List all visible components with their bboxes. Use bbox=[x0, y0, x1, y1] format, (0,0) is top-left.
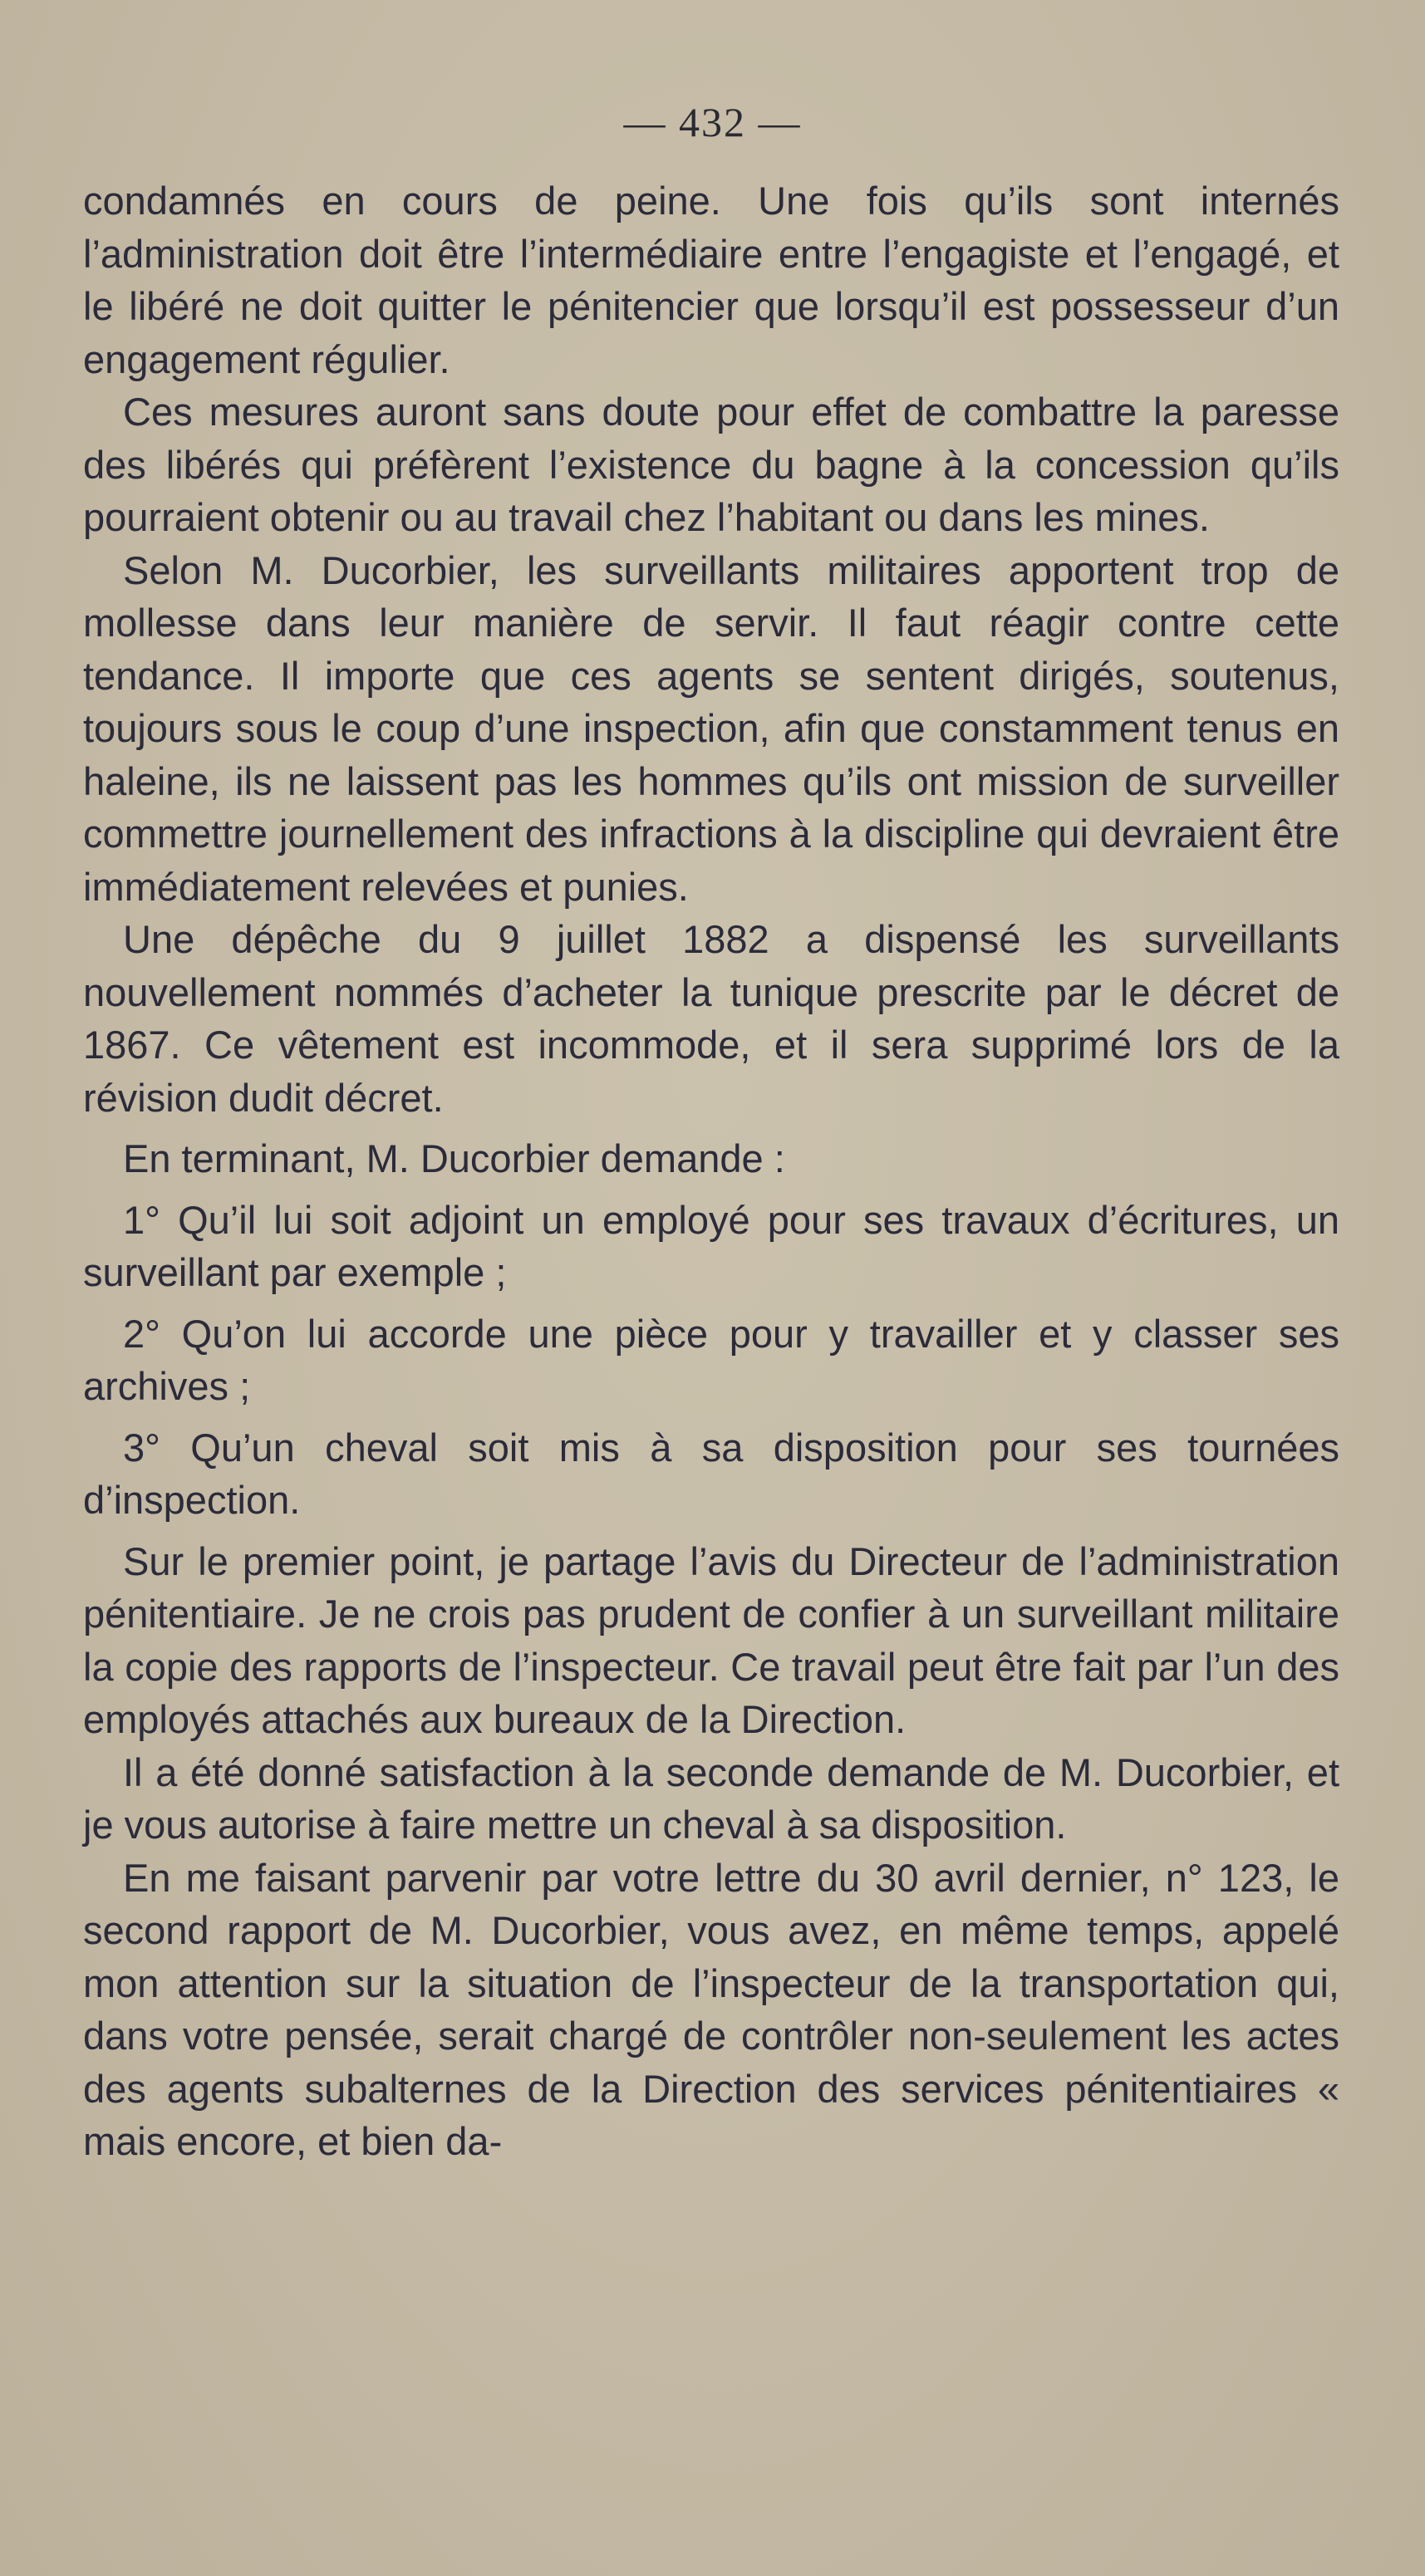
paragraph-2: Ces mesures auront sans doute pour effet de combattre la paresse des libérés qui préfèrent l’existence du bagne à la concession qu’ils pourraient obtenir ou au travail chez l’habitant ou dans les mines. bbox=[83, 390, 1339, 539]
paragraph-3: Selon M. Ducorbier, les surveillants militaires apportent trop de mollesse dans leur manière de servir. Il faut réagir contre cette tendance. Il importe que ces agents se sentent dirigés, soutenus, toujours sous le coup d’une inspection, afin que constamment tenus en haleine, ils ne laissent pas les hommes qu’ils ont mission de surveiller commettre journellement des infractions à la discipline qui devraient être immédiatement relevées et punies. bbox=[83, 547, 1339, 909]
paragraph-1: condamnés en cours de peine. Une fois qu’ils sont internés l’administration doit être l’intermédiaire entre l’engagiste et l’engagé, et le libéré ne doit quitter le pénitencier que lorsqu’il est possesseur d’un engagement régulier. bbox=[83, 179, 1339, 381]
list-item-2: 2° Qu’on lui accorde une pièce pour y travailler et y classer ses archives ; bbox=[83, 1311, 1339, 1408]
paragraph-4: Une dépêche du 9 juillet 1882 a dispensé les surveillants nouvellement nommés d’acheter la tunique prescrite par le décret de 1867. Ce vêtement est incommode, et il sera supprimé lors de la révision dudit décret. bbox=[83, 917, 1339, 1120]
paragraph-6: Sur le premier point, je partage l’avis du Directeur de l’administration pénitentiaire. Je ne crois pas prudent de confier à un surveillant militaire la copie des rapports de l’inspecteur. Ce travail peut être fait par l’un des employés attachés aux bureaux de la Direction. bbox=[83, 1538, 1339, 1741]
paragraph-7: Il a été donné satisfaction à la seconde demande de M. Ducorbier, et je vous autorise à faire mettre un cheval à sa disposition. bbox=[83, 1749, 1339, 1847]
page-number: — 432 — bbox=[623, 99, 802, 145]
body-text bbox=[83, 174, 1339, 2168]
list-item-3: 3° Qu’un cheval soit mis à sa disposition pour ses tournées d’inspection. bbox=[83, 1425, 1339, 1522]
paragraph-5: En terminant, M. Ducorbier demande : bbox=[123, 1136, 785, 1180]
paragraph-8: En me faisant parvenir par votre lettre du 30 avril dernier, n° 123, le second rapport de M. Ducorbier, vous avez, en même temps, appelé mon attention sur la situation de l’inspecteur de la transportation qui, dans votre pensée, serait chargé de contrôler non-seulement les actes des agents subalternes de la Direction des services pénitentiaires « mais encore, et bien da- bbox=[83, 1855, 1339, 2163]
list-item-1: 1° Qu’il lui soit adjoint un employé pour ses travaux d’écritures, un surveillant par exemple ; bbox=[83, 1197, 1339, 1294]
